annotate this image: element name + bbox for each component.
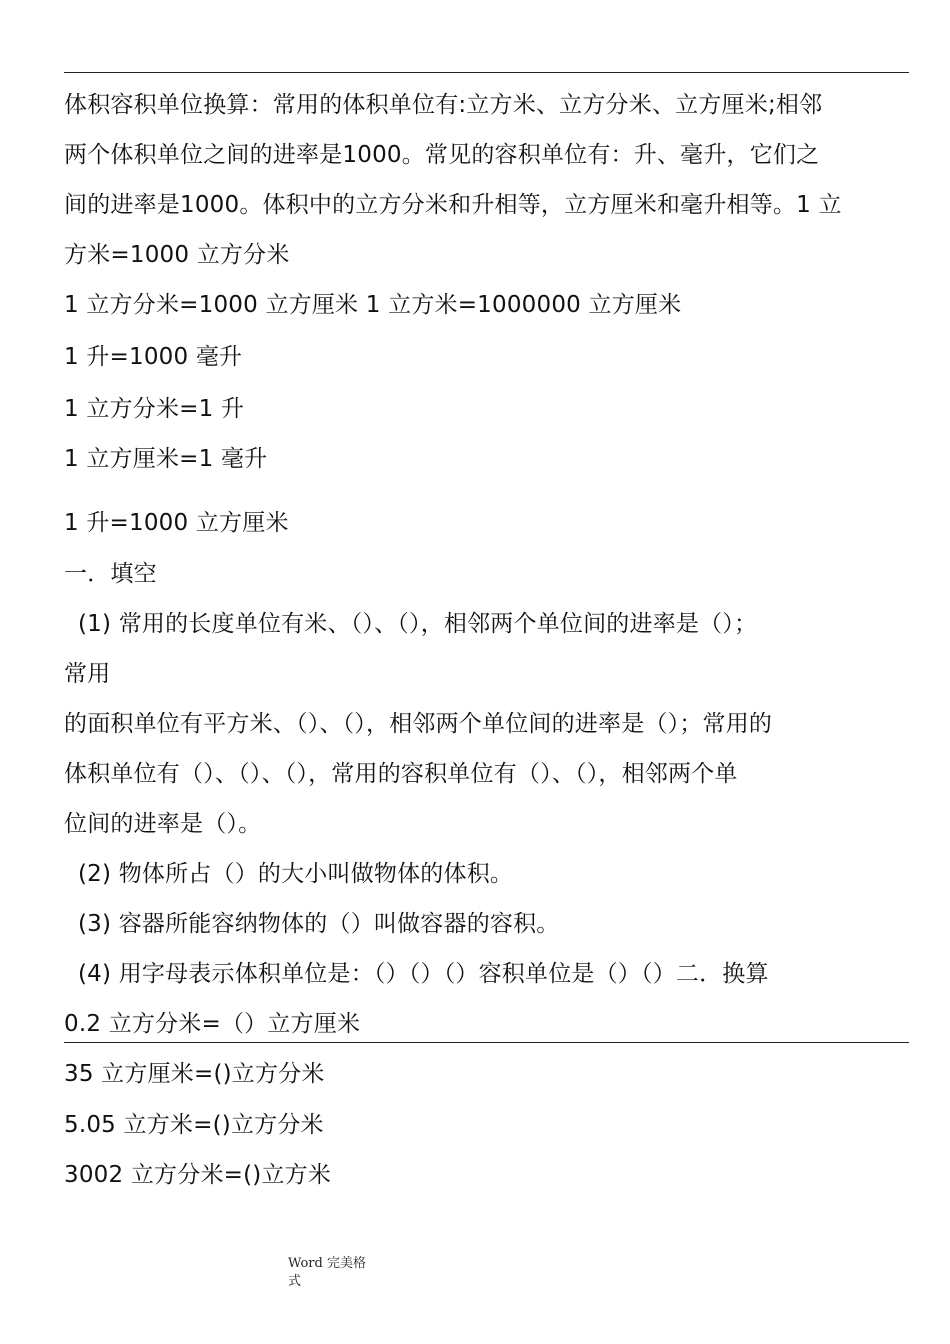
question-3: (3) 容器所能容纳物体的（）叫做容器的容积。 bbox=[78, 911, 560, 937]
intro-line-6: 1 升=1000 毫升 bbox=[64, 344, 243, 370]
intro-line-9: 1 升=1000 立方厘米 bbox=[64, 510, 289, 536]
intro-line-5: 1 立方分米=1000 立方厘米 1 立方米=1000000 立方厘米 bbox=[64, 292, 682, 318]
conversion-1: 0.2 立方分米=（）立方厘米 bbox=[64, 1011, 361, 1037]
conversion-4: 3002 立方分米=()立方米 bbox=[64, 1162, 332, 1188]
footer-text-line-1: Word 完美格 bbox=[288, 1256, 366, 1271]
top-rule bbox=[64, 72, 909, 73]
intro-line-7: 1 立方分米=1 升 bbox=[64, 396, 245, 422]
conversion-2: 35 立方厘米=()立方分米 bbox=[64, 1061, 325, 1087]
intro-line-8: 1 立方厘米=1 毫升 bbox=[64, 446, 268, 472]
intro-line-1: 体积容积单位换算：常用的体积单位有:立方米、立方分米、立方厘米;相邻 bbox=[64, 92, 823, 118]
question-1-line-a: (1) 常用的长度单位有米、（）、（），相邻两个单位间的进率是（）； bbox=[78, 611, 758, 637]
intro-line-4: 方米=1000 立方分米 bbox=[64, 242, 290, 268]
question-1-line-c: 的面积单位有平方米、（）、（），相邻两个单位间的进率是（）；常用的 bbox=[64, 711, 773, 737]
question-1-line-b: 常用 bbox=[64, 661, 111, 687]
question-4: (4) 用字母表示体积单位是：（）（）（）容积单位是（）（）二．换算 bbox=[78, 961, 769, 987]
question-1-line-d: 体积单位有（）、（）、（），常用的容积单位有（）、（），相邻两个单 bbox=[64, 761, 738, 787]
footer-text-line-2: 式 bbox=[288, 1274, 302, 1289]
question-1-line-e: 位间的进率是（）。 bbox=[64, 811, 262, 837]
section-heading-fill-blank: 一．填空 bbox=[64, 561, 157, 587]
question-2: (2) 物体所占（）的大小叫做物体的体积。 bbox=[78, 861, 514, 887]
mid-rule bbox=[64, 1042, 909, 1043]
intro-line-2: 两个体积单位之间的进率是1000。常见的容积单位有：升、毫升，它们之 bbox=[64, 142, 820, 168]
conversion-3: 5.05 立方米=()立方分米 bbox=[64, 1112, 324, 1138]
intro-line-3: 间的进率是1000。体积中的立方分米和升相等，立方厘米和毫升相等。1 立 bbox=[64, 192, 842, 218]
